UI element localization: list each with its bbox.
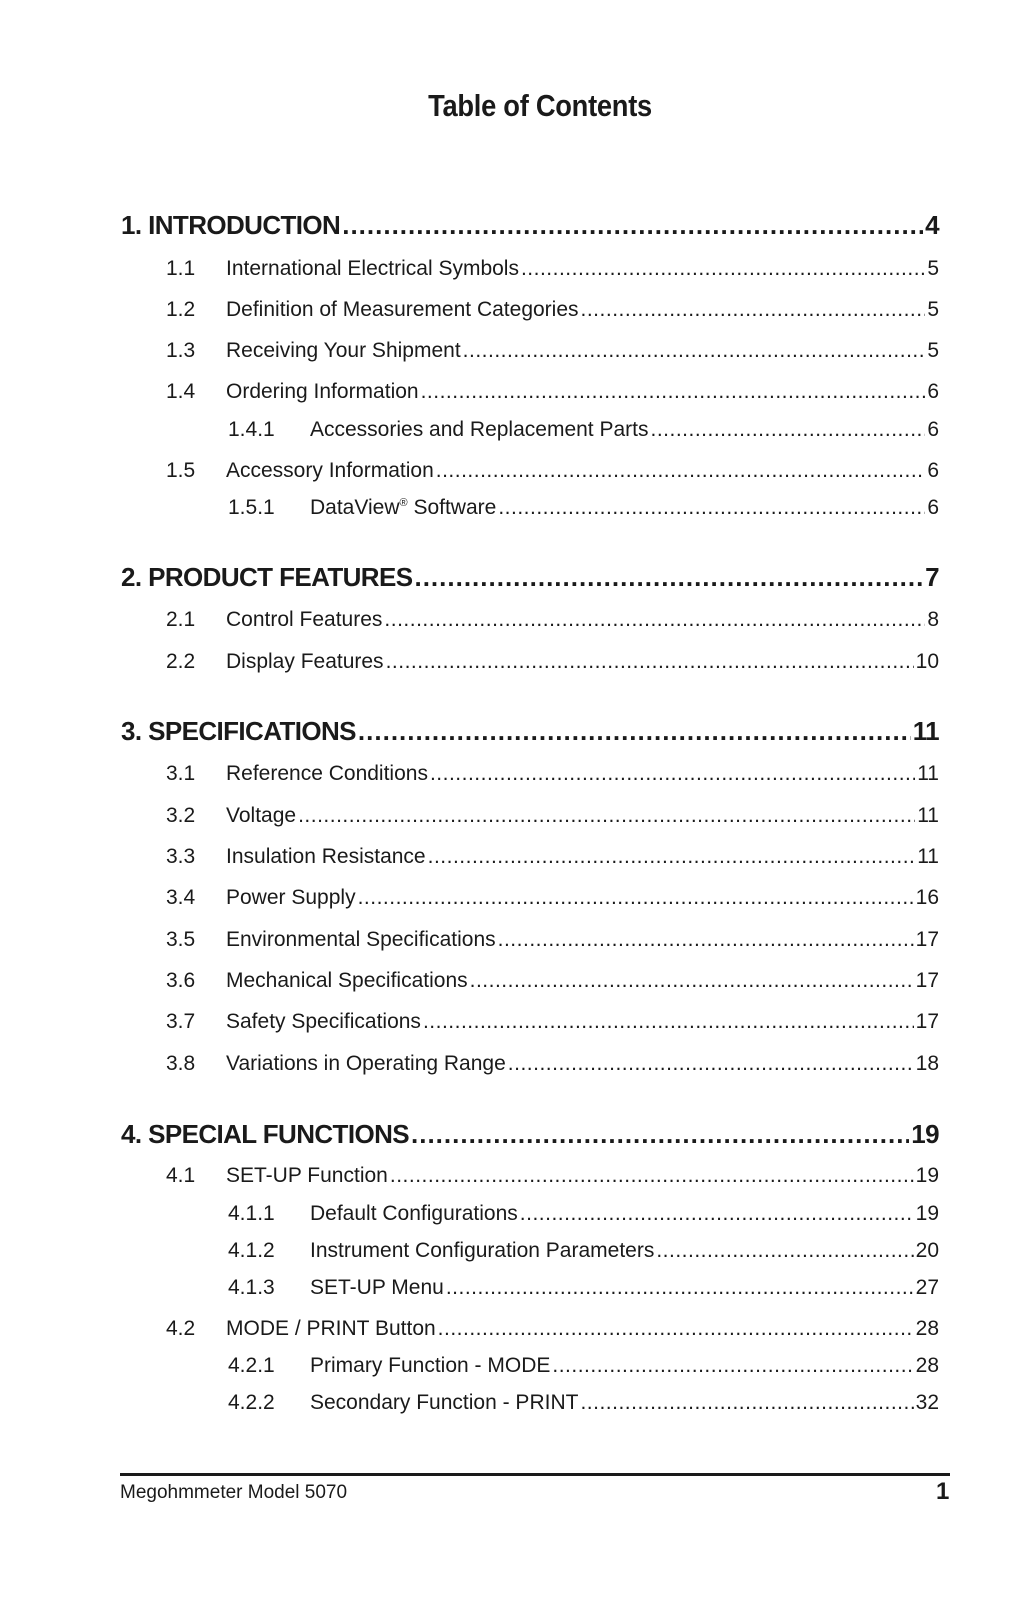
registered-mark: ®	[399, 497, 408, 509]
section-page: 11	[917, 762, 939, 785]
section-title: SET-UP Function	[226, 1164, 388, 1187]
section-page: 18	[915, 1052, 939, 1075]
section-page: 32	[915, 1391, 939, 1414]
section-number: 1.4	[166, 380, 196, 403]
section-title: Accessories and Replacement Parts	[310, 418, 649, 441]
toc-entry[interactable]	[166, 969, 939, 993]
section-title: Environmental Specifications	[226, 928, 496, 951]
dot-leader	[580, 1391, 913, 1415]
section-number: 3.8	[166, 1052, 196, 1075]
dot-leader	[414, 562, 923, 593]
dot-leader	[656, 1239, 913, 1263]
section-number: 3.4	[166, 886, 196, 909]
toc-entry[interactable]	[166, 762, 939, 786]
toc-entry[interactable]	[166, 845, 939, 869]
toc-chapter-specifications[interactable]	[121, 716, 939, 747]
section-page: 11	[917, 845, 939, 868]
chapter-title: 4. SPECIAL FUNCTIONS	[121, 1119, 410, 1149]
dot-leader	[446, 1276, 914, 1300]
toc-entry[interactable]	[166, 650, 939, 674]
section-page: 17	[915, 928, 939, 951]
toc-entry[interactable]	[166, 1164, 939, 1188]
toc-subentry[interactable]	[228, 1239, 939, 1263]
section-page: 20	[915, 1239, 939, 1262]
dot-leader	[384, 608, 925, 632]
section-number: 3.3	[166, 845, 196, 868]
section-title: Display Features	[226, 650, 384, 673]
section-page: 10	[915, 650, 939, 673]
section-title: Insulation Resistance	[226, 845, 426, 868]
dot-leader	[521, 257, 925, 281]
dot-leader	[470, 969, 914, 993]
section-number: 3.6	[166, 969, 196, 992]
dot-leader	[651, 418, 926, 442]
toc-subentry[interactable]	[228, 1202, 939, 1226]
section-number: 3.5	[166, 928, 196, 951]
section-title: Safety Specifications	[226, 1010, 421, 1033]
section-page: 27	[915, 1276, 939, 1299]
section-title: DataView® Software	[310, 496, 497, 519]
dot-leader	[438, 1317, 914, 1341]
section-number: 4.1.1	[228, 1202, 275, 1225]
section-page: 16	[915, 886, 939, 909]
section-page: 6	[927, 496, 939, 519]
section-page: 5	[927, 339, 939, 362]
dot-leader	[498, 496, 925, 520]
section-page: 28	[915, 1354, 939, 1377]
toc-entry[interactable]	[166, 1010, 939, 1034]
chapter-title: 2. PRODUCT FEATURES	[121, 562, 413, 592]
section-number: 3.2	[166, 804, 196, 827]
section-number: 1.2	[166, 298, 196, 321]
section-title: SET-UP Menu	[310, 1276, 444, 1299]
section-page: 11	[917, 804, 939, 827]
section-page: 5	[927, 257, 939, 280]
page-title: Table of Contents	[428, 88, 652, 123]
section-title: Mechanical Specifications	[226, 969, 468, 992]
section-page: 6	[927, 418, 939, 441]
section-number: 4.2	[166, 1317, 196, 1340]
toc-subentry[interactable]	[228, 1354, 939, 1378]
section-title: International Electrical Symbols	[226, 257, 519, 280]
dot-leader	[358, 886, 914, 910]
dot-leader	[552, 1354, 913, 1378]
dot-leader	[581, 298, 926, 322]
section-number: 1.4.1	[228, 418, 275, 441]
section-title: Definition of Measurement Categories	[226, 298, 579, 321]
chapter-page: 11	[912, 716, 939, 746]
section-number: 2.2	[166, 650, 196, 673]
section-number: 2.1	[166, 608, 196, 631]
dot-leader	[463, 339, 926, 363]
section-page: 5	[927, 298, 939, 321]
toc-chapter-introduction[interactable]	[121, 210, 939, 241]
section-number: 4.1.3	[228, 1276, 275, 1299]
section-page: 17	[915, 1010, 939, 1033]
dot-leader	[342, 210, 923, 241]
section-title: Reference Conditions	[226, 762, 428, 785]
section-page: 6	[927, 459, 939, 482]
section-number: 4.1.2	[228, 1239, 275, 1262]
section-title: Voltage	[226, 804, 297, 827]
dot-leader	[298, 804, 915, 828]
chapter-page: 7	[925, 562, 939, 592]
chapter-title: 1. INTRODUCTION	[121, 210, 341, 240]
section-title: Instrument Configuration Parameters	[310, 1239, 655, 1262]
dot-leader	[390, 1164, 914, 1188]
section-title: Variations in Operating Range	[226, 1052, 506, 1075]
section-page: 19	[915, 1202, 939, 1225]
toc-entry[interactable]	[166, 804, 939, 828]
section-title: Receiving Your Shipment	[226, 339, 461, 362]
section-number: 1.1	[166, 257, 196, 280]
section-page: 8	[927, 608, 939, 631]
footer-divider	[120, 1473, 950, 1476]
section-number: 4.1	[166, 1164, 196, 1187]
toc-subentry[interactable]	[228, 418, 939, 442]
section-title: Default Configurations	[310, 1202, 518, 1225]
toc-entry[interactable]	[166, 298, 939, 322]
dot-leader	[411, 1119, 909, 1150]
chapter-title: 3. SPECIFICATIONS	[121, 716, 356, 746]
dot-leader	[423, 1010, 914, 1034]
dot-leader	[520, 1202, 914, 1226]
toc-subentry[interactable]	[228, 1391, 939, 1415]
section-number: 1.5	[166, 459, 196, 482]
section-number: 3.1	[166, 762, 196, 785]
toc-entry[interactable]	[166, 257, 939, 281]
toc-subentry[interactable]	[228, 496, 939, 520]
toc-entry[interactable]	[166, 928, 939, 952]
section-page: 17	[915, 969, 939, 992]
section-number: 3.7	[166, 1010, 196, 1033]
section-title: Primary Function - MODE	[310, 1354, 551, 1377]
section-page: 6	[927, 380, 939, 403]
toc-chapter-special-functions[interactable]	[121, 1119, 939, 1150]
toc-entry[interactable]	[166, 1317, 939, 1341]
section-number: 4.2.1	[228, 1354, 275, 1377]
section-page: 19	[915, 1164, 939, 1187]
section-title: Control Features	[226, 608, 383, 631]
dot-leader	[428, 845, 916, 869]
toc-entry[interactable]	[166, 459, 939, 483]
section-title: Accessory Information	[226, 459, 434, 482]
section-title: Ordering Information	[226, 380, 419, 403]
dot-leader	[498, 928, 914, 952]
section-title: Power Supply	[226, 886, 356, 909]
footer-page-number: 1	[936, 1478, 950, 1505]
dot-leader	[358, 716, 911, 747]
dot-leader	[386, 650, 914, 674]
toc-entry[interactable]	[166, 339, 939, 363]
toc-subentry[interactable]	[228, 1276, 939, 1300]
footer-model-name: Megohmmeter Model 5070	[120, 1482, 348, 1503]
section-title: Secondary Function - PRINT	[310, 1391, 579, 1414]
section-page: 28	[915, 1317, 939, 1340]
dot-leader	[508, 1052, 914, 1076]
dot-leader	[430, 762, 915, 786]
chapter-page: 19	[911, 1119, 939, 1149]
toc-entry[interactable]	[166, 380, 939, 404]
toc-chapter-product-features[interactable]	[121, 562, 939, 593]
toc-entry[interactable]	[166, 608, 939, 632]
section-title: MODE / PRINT Button	[226, 1317, 436, 1340]
toc-entry[interactable]	[166, 1052, 939, 1076]
section-number: 1.3	[166, 339, 196, 362]
toc-entry[interactable]	[166, 886, 939, 910]
dot-leader	[436, 459, 926, 483]
section-number: 1.5.1	[228, 496, 275, 519]
section-number: 4.2.2	[228, 1391, 275, 1414]
dot-leader	[421, 380, 926, 404]
chapter-page: 4	[925, 210, 939, 240]
